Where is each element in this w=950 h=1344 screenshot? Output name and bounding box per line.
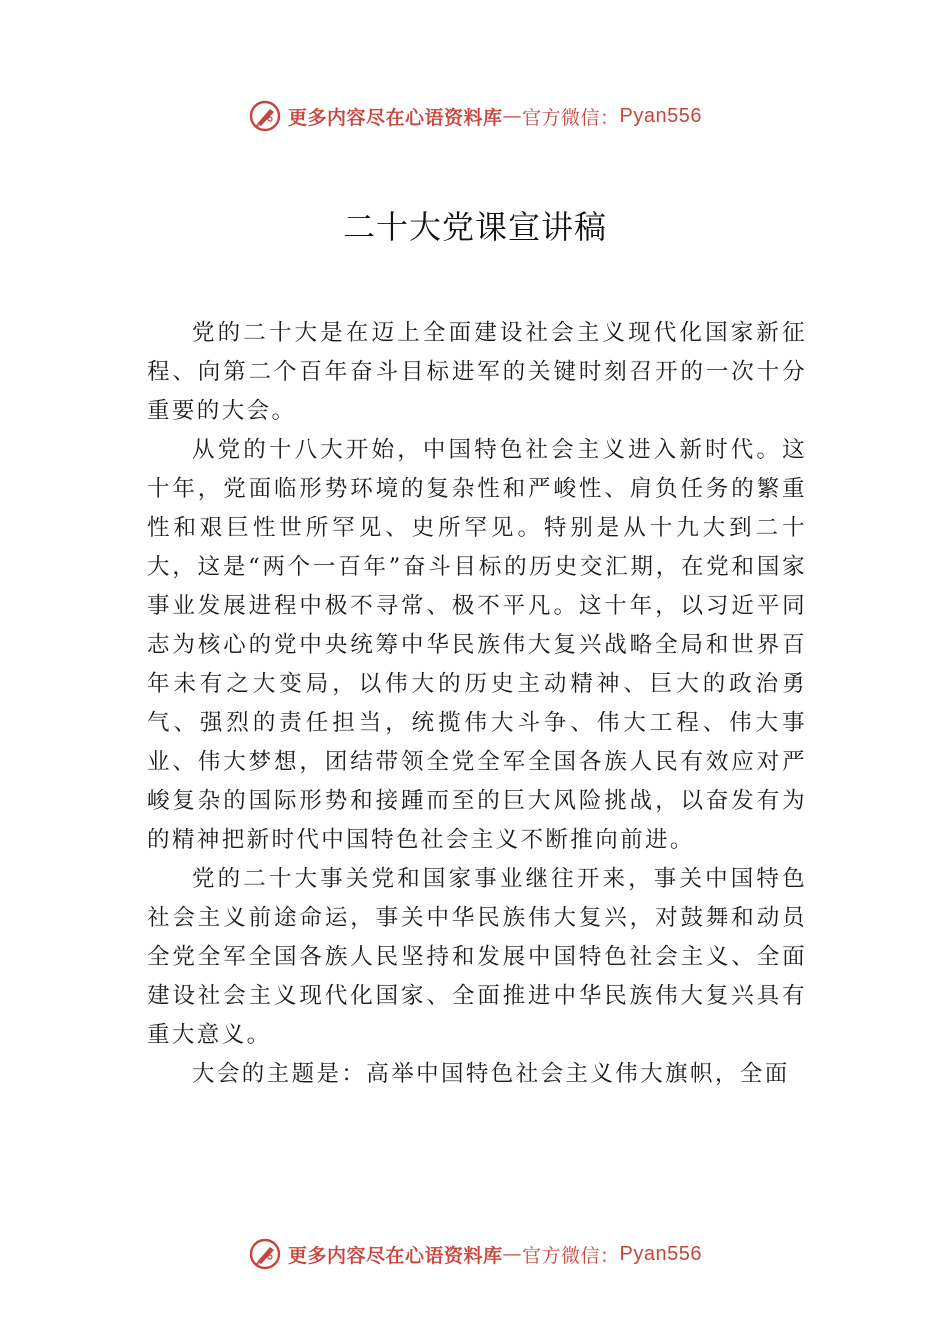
pen-nib-logo-icon xyxy=(248,1237,282,1271)
watermark-wechat-label: 官方微信： xyxy=(522,106,620,129)
pen-nib-logo-icon xyxy=(248,99,282,133)
paragraph-1: 党的二十大是在迈上全面建设社会主义现代化国家新征程、向第二个百年奋斗目标进军的关键时刻召开的一次十分重要的大会。 xyxy=(147,320,807,424)
watermark-wechat-id: Pyan556 xyxy=(619,104,702,127)
document-title: 二十大党课宣讲稿 xyxy=(342,208,607,246)
paragraph-3: 党的二十大事关党和国家事业继往开来，事关中国特色社会主义前途命运，事关中华民族伟大复兴，对鼓舞和动员全党全军全国各族人民坚持和发展中国特色社会主义、全面建设社会主义现代化国家、全面推进中华民族伟大复兴具有重大意义。 xyxy=(147,866,807,1048)
watermark-brand: 更多内容尽在心语资料库 xyxy=(288,106,503,129)
paragraph-4: 大会的主题是：高举中国特色社会主义伟大旗帜，全面 xyxy=(192,1061,790,1087)
document-body xyxy=(147,314,807,1094)
watermark-brand: 更多内容尽在心语资料库 xyxy=(288,1244,503,1267)
watermark-banner-top xyxy=(0,96,950,136)
watermark-separator: — xyxy=(502,105,523,127)
paragraph-2: 从党的十八大开始，中国特色社会主义进入新时代。这十年，党面临形势环境的复杂性和严峻性、肩负任务的繁重性和艰巨性世所罕见、史所罕见。特别是从十九大到二十大，这是“两个一百年”奋斗目标的历史交汇期，在党和国家事业发展进程中极不寻常、极不平凡。这十年，以习近平同志为核心的党中央统筹中华民族伟大复兴战略全局和世界百年未有之大变局，以伟大的历史主动精神、巨大的政治勇气、强烈的责任担当，统揽伟大斗争、伟大工程、伟大事业、伟大梦想，团结带领全党全军全国各族人民有效应对严峻复杂的国际形势和接踵而至的巨大风险挑战，以奋发有为的精神把新时代中国特色社会主义不断推向前进。 xyxy=(147,437,807,853)
watermark-banner-bottom xyxy=(0,1234,950,1274)
watermark-wechat-label: 官方微信： xyxy=(522,1244,620,1267)
watermark-separator: — xyxy=(502,1243,523,1265)
watermark-wechat-id: Pyan556 xyxy=(619,1242,702,1265)
